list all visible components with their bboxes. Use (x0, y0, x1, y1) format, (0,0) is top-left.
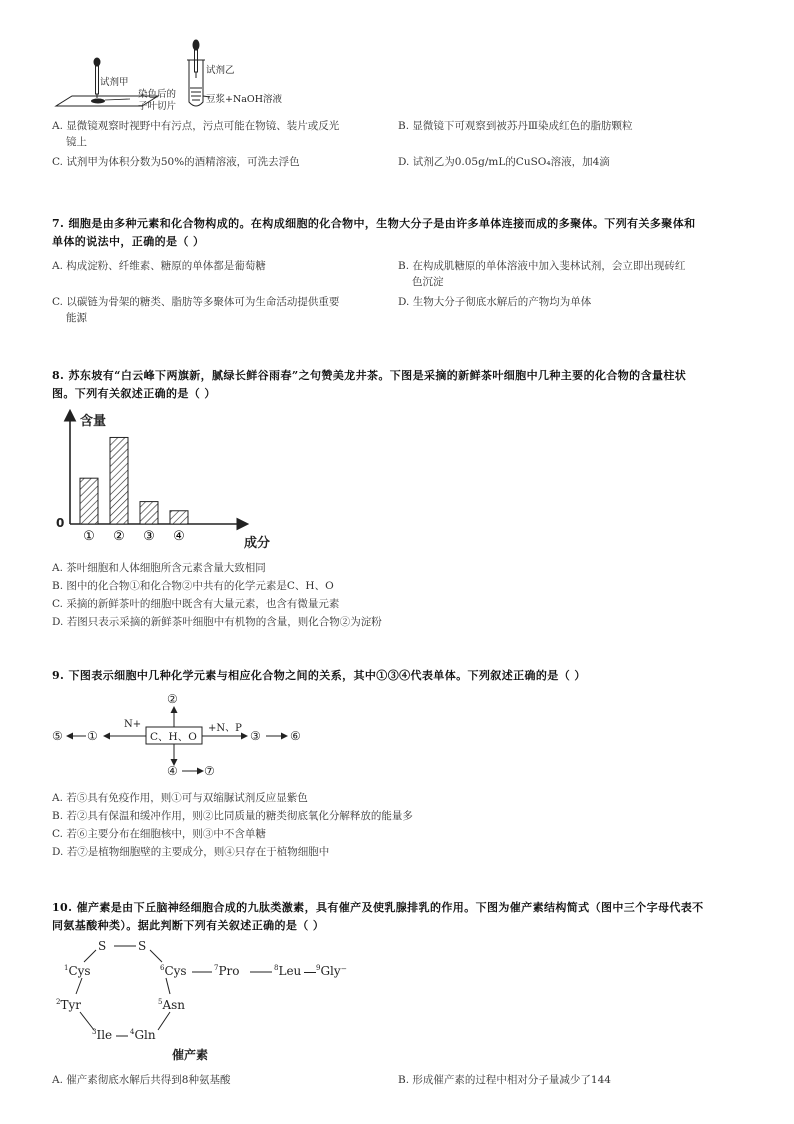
sulfur-left: S (98, 939, 107, 953)
tick-jia (98, 75, 99, 83)
q6-option-c: C. 试剂甲为体积分数为50%的酒精溶液，可洗去浮色 (52, 156, 300, 168)
bar-2 (110, 437, 128, 524)
q6-option-b: B. 显微镜下可观察到被苏丹Ⅲ染成红色的脂肪颗粒 (398, 120, 633, 132)
q8-stem-line2: 图。下列有关叙述正确的是（ ） (52, 387, 216, 400)
q8-stem-line1: 8. 苏东坡有“白云峰下两旗新，腻绿长鲜谷雨春”之句赞美龙井茶。下图是采摘的新鲜茶叶细胞中几种主要的化合物的含量柱状 (52, 369, 687, 382)
structure-caption: 催产素 (172, 1048, 209, 1062)
residue-cys1: $^1$Cys (64, 964, 91, 978)
y-axis-label: 含量 (80, 414, 107, 429)
q7-option-c: C. 以碳链为骨架的糖类、脂肪等多聚体可为生命活动提供重要 (52, 296, 340, 308)
q10-stem-line1: 10. 催产素是由下丘脑神经细胞合成的九肽类激素，具有催产及使乳腺排乳的作用。下图为催产素结构简式（图中三个字母代表不 (52, 901, 704, 914)
q7-option-c-cont: 能源 (66, 312, 87, 324)
residue-asn5: $^5$Asn (158, 998, 186, 1012)
residue-tyr2: $^2$Tyr (56, 998, 81, 1012)
q6-option-d: D. 试剂乙为0.05g/mL的CuSO₄溶液，加4滴 (398, 156, 610, 168)
q6-option-a-cont: 镜上 (66, 136, 87, 148)
diagram-node-7: ⑦ (204, 764, 215, 778)
q9-stem: 9. 下图表示细胞中几种化学元素与相应化合物之间的关系，其中①③④代表单体。下列叙述正确的是（ ） (52, 669, 586, 682)
q8-option-c: C. 采摘的新鲜茶叶的细胞中既含有大量元素，也含有微量元素 (52, 598, 340, 610)
diagram-node-4: ④ (167, 764, 178, 778)
label-reagent-jia: 试剂甲 (100, 77, 129, 88)
residue-gln4: $^4$Gln (130, 1028, 156, 1042)
q8-option-a: A. 茶叶细胞和人体细胞所含元素含量大致相同 (52, 562, 266, 574)
label-reagent-yi: 试剂乙 (206, 65, 235, 76)
q9-option-c: C. 若⑥主要分布在细胞核中，则③中不含单糖 (52, 828, 266, 840)
label-tube-content: 豆浆+NaOH溶液 (206, 94, 283, 105)
label-stained-slice: 染色后的 (138, 89, 177, 100)
diagram-center-label: C、H、O (150, 731, 197, 743)
diagram-left-label: N+ (124, 719, 142, 730)
origin-label: 0 (56, 516, 65, 530)
q10-option-b: B. 形成催产素的过程中相对分子量减少了144 (398, 1074, 611, 1086)
label-stained-slice-2: 子叶切片 (138, 101, 177, 112)
q7-stem-line2: 单体的说法中，正确的是（ ） (52, 235, 205, 248)
bar-3 (140, 502, 158, 524)
tick-label-4: ④ (173, 529, 185, 544)
q9-option-a: A. 若⑤具有免疫作用，则①可与双缩脲试剂反应显紫色 (52, 792, 308, 804)
diagram-node-1: ① (87, 729, 98, 743)
q9-option-b: B. 若②具有保温和缓冲作用，则②比同质量的糖类彻底氧化分解释放的能量多 (52, 810, 413, 822)
q9-option-d: D. 若⑦是植物细胞壁的主要成分，则④只存在于植物细胞中 (52, 846, 330, 858)
q8-option-b: B. 图中的化合物①和化合物②中共有的化学元素是C、H、O (52, 580, 334, 592)
residue-cys6: $^6$Cys (160, 964, 187, 978)
residue-pro7: $^7$Pro (214, 964, 240, 978)
diagram-node-5: ⑤ (52, 729, 63, 743)
q8-option-d: D. 若图只表示采摘的新鲜茶叶细胞中有机物的含量，则化合物②为淀粉 (52, 616, 382, 628)
residue-gly9: $^9$Gly⁻ (316, 964, 348, 978)
q10-option-a: A. 催产素彻底水解后共得到8种氨基酸 (52, 1074, 231, 1086)
diagram-node-3: ③ (250, 729, 261, 743)
diagram-node-6: ⑥ (290, 729, 301, 743)
tick-label-2: ② (113, 529, 125, 544)
x-axis-label: 成分 (244, 536, 271, 551)
q10-stem-line2: 同氨基酸种类）。据此判断下列有关叙述正确的是（ ） (52, 919, 325, 932)
diagram-right-label: +N、P (208, 723, 242, 734)
tick-label-3: ③ (143, 529, 155, 544)
bar-4 (170, 511, 188, 524)
diagram-node-2: ② (167, 692, 178, 706)
residue-ile3: $^3$Ile (92, 1028, 113, 1042)
residue-leu8: $^8$Leu (274, 964, 302, 978)
q7-option-b-cont: 色沉淀 (412, 276, 444, 288)
bond-leu-gly (304, 972, 316, 973)
sulfur-right: S (138, 939, 147, 953)
q7-option-d: D. 生物大分子彻底水解后的产物均为单体 (398, 296, 592, 308)
q7-option-b: B. 在构成肌糖原的单体溶液中加入斐林试剂，会立即出现砖红 (398, 260, 686, 272)
tick-label-1: ① (83, 529, 95, 544)
q7-stem-line1: 7. 细胞是由多种元素和化合物构成的。在构成细胞的化合物中，生物大分子是由许多单体连接而成的多聚体。下列有关多聚体和 (52, 217, 696, 230)
dropper-yi-icon (193, 40, 199, 78)
bar-1 (80, 478, 98, 524)
apparatus-figure (50, 36, 330, 112)
q6-option-a: A. 显微镜观察时视野中有污点，污点可能在物镜、装片或反光 (52, 120, 340, 132)
q7-option-a: A. 构成淀粉、纤维素、糖原的单体都是葡萄糖 (52, 260, 266, 272)
